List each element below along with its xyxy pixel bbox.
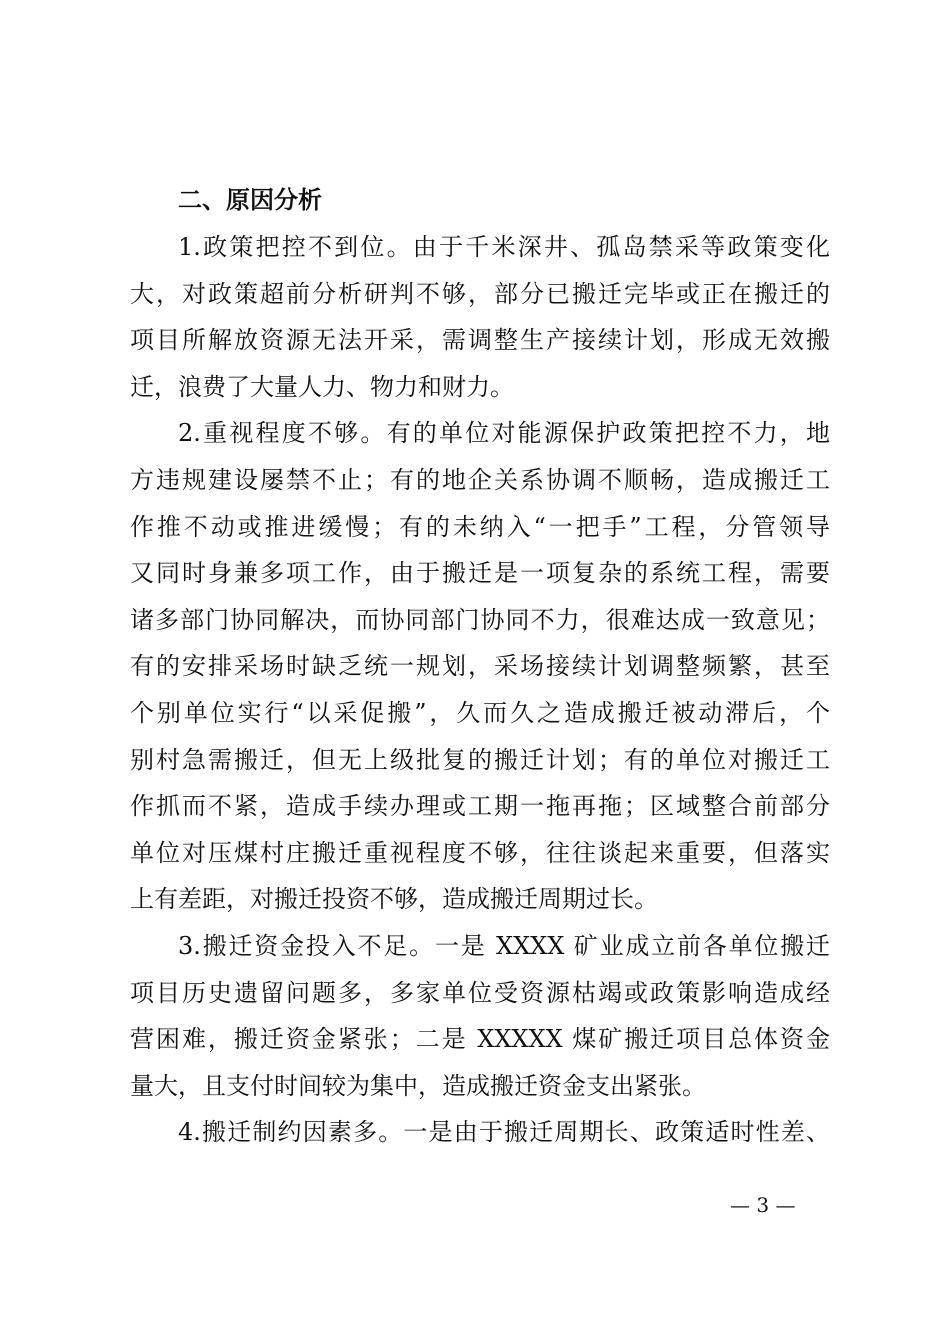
text-line: 个别单位实行“以采促搬”，久而久之造成搬迁被动滞后，个 — [130, 699, 830, 727]
text-line: 量大，且支付时间较为集中，造成搬迁资金支出紧张。 — [130, 1071, 706, 1100]
section-heading: 二、原因分析 — [178, 185, 322, 214]
text-line: 单位对压煤村庄搬迁重视程度不够，往往谈起来重要，但落实 — [130, 838, 830, 867]
text-line: 2.重视程度不够。有的单位对能源保护政策把控不力，地 — [178, 419, 830, 448]
text-line: 上有差距，对搬迁投资不够，造成搬迁周期过长。 — [130, 885, 658, 914]
text-line: 诸多部门协同解决，而协同部门协同不力，很难达成一致意见； — [130, 605, 830, 634]
text-line: 3.搬迁资金投入不足。一是 XXXX 矿业成立前各单位搬迁 — [178, 932, 830, 960]
text-line: 项目历史遗留问题多，多家单位受资源枯竭或政策影响造成经 — [130, 978, 830, 1007]
text-line: 别村急需搬迁，但无上级批复的搬迁计划；有的单位对搬迁工 — [130, 745, 830, 774]
text-line: 有的安排采场时缺乏统一规划，采场接续计划调整频繁，甚至 — [130, 652, 830, 681]
text-line: 营困难，搬迁资金紧张；二是 XXXXX 煤矿搬迁项目总体资金 — [130, 1025, 830, 1054]
text-line: 4.搬迁制约因素多。一是由于搬迁周期长、政策适时性差、 — [178, 1118, 830, 1147]
text-line: 项目所解放资源无法开采，需调整生产接续计划，形成无效搬 — [130, 326, 830, 355]
text-line: 1.政策把控不到位。由于千米深井、孤岛禁采等政策变化 — [178, 233, 830, 261]
text-line: 又同时身兼多项工作，由于搬迁是一项复杂的系统工程，需要 — [130, 559, 830, 588]
text-line: 迁，浪费了大量人力、物力和财力。 — [130, 372, 514, 401]
text-line: 作抓而不紧，造成手续办理或工期一拖再拖；区域整合前部分 — [130, 792, 830, 821]
text-line: 作推不动或推进缓慢；有的未纳入“一把手”工程，分管领导 — [130, 512, 830, 541]
page-number: — 3 — — [730, 1193, 796, 1217]
text-line: 大，对政策超前分析研判不够，部分已搬迁完毕或正在搬迁的 — [130, 279, 830, 308]
text-line: 方违规建设屡禁不止；有的地企关系协调不顺畅，造成搬迁工 — [130, 466, 830, 494]
